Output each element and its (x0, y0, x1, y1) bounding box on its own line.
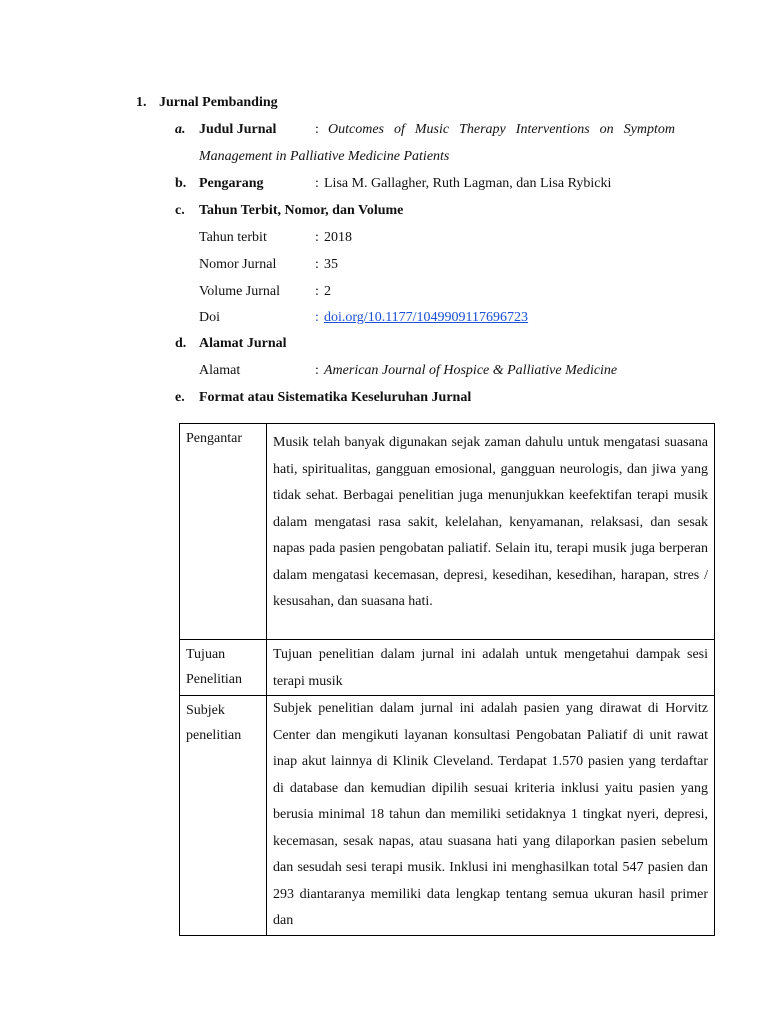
doi-separator: : (315, 310, 319, 325)
format-table (179, 423, 715, 936)
row-label-tujuan: Tujuan Penelitian (180, 640, 267, 696)
address-label: Alamat (199, 363, 241, 378)
row-label-subjek: Subjek penelitian (180, 696, 267, 936)
item-c-letter: c. (175, 203, 185, 218)
address-separator: : (315, 363, 319, 378)
item-e-label: Format atau Sistematika Keseluruhan Jurnal (199, 390, 472, 405)
row-text-tujuan: Tujuan penelitian dalam jurnal ini adalah untuk mengetahui dampak sesi terapi musik (267, 640, 715, 696)
volume-label: Volume Jurnal (199, 284, 281, 299)
table-row-subjek (180, 696, 715, 936)
year-separator: : (315, 230, 319, 245)
item-a-separator: : (315, 122, 319, 137)
volume-separator: : (315, 284, 319, 299)
number-value: 35 (324, 257, 338, 272)
item-b-separator: : (315, 176, 319, 191)
table-row-pengantar (180, 424, 715, 640)
journal-title-line1: Outcomes of Music Therapy Interventions on Symptom (328, 122, 675, 137)
row-text-subjek: Subjek penelitian dalam jurnal ini adalah pasien yang dirawat di Horvitz Center dan mengikuti layanan konsultasi Pengobatan Paliatif di unit rawat inap akut lainnya di Klinik Cleveland. Terdapat 1.570 pasien yang terdaftar di database dan kemudian dipilih sesuai kriteria inklusi yaitu pasien yang berusia minimal 18 tahun dan memiliki setidaknya 1 tingkat nyeri, depresi, kecemasan, sesak napas, atau suasana hati yang dilaporkan pasien sebelum dan sesudah sesi terapi musik. Inklusi ini menghasilkan total 547 pasien dan 293 diantaranya memiliki data lengkap tentang semua ukuran hasil primer dan (267, 696, 715, 936)
number-label: Nomor Jurnal (199, 257, 277, 272)
row-text-pengantar: Musik telah banyak digunakan sejak zaman dahulu untuk mengatasi suasana hati, spiritualitas, gangguan emosional, gangguan neurologis, dan jiwa yang tidak sehat. Berbagai penelitian juga menunjukkan keefektifan terapi musik dalam mengatasi rasa sakit, kelelahan, kenyamanan, relaksasi, dan sesak napas pada pasien pengobatan paliatif. Selain itu, terapi musik juga berperan dalam mengatasi kecemasan, depresi, kesedihan, kesedihan, harapan, stres / kesusahan, dan suasana hati. (267, 424, 715, 640)
year-value: 2018 (324, 230, 352, 245)
address-value: American Journal of Hospice & Palliative Medicine (324, 363, 618, 378)
row-label-pengantar: Pengantar (180, 424, 267, 640)
journal-title-line2: Management in Palliative Medicine Patients (199, 149, 450, 164)
volume-value: 2 (324, 284, 331, 299)
item-d-label: Alamat Jurnal (199, 336, 287, 351)
doi-link[interactable]: doi.org/10.1177/1049909117696723 (324, 310, 529, 325)
section-number: 1. (136, 95, 147, 110)
section-title: Jurnal Pembanding (159, 95, 278, 110)
item-b-label: Pengarang (199, 176, 264, 191)
number-separator: : (315, 257, 319, 272)
item-a-letter: a. (175, 122, 186, 137)
item-d-letter: d. (175, 336, 187, 351)
item-e-letter: e. (175, 390, 185, 405)
authors-value: Lisa M. Gallagher, Ruth Lagman, dan Lisa Rybicki (324, 176, 612, 191)
item-c-label: Tahun Terbit, Nomor, dan Volume (199, 203, 404, 218)
year-label: Tahun terbit (199, 230, 267, 245)
table-row-tujuan (180, 640, 715, 696)
doi-label: Doi (199, 310, 220, 325)
item-a-label: Judul Jurnal (199, 122, 277, 137)
item-b-letter: b. (175, 176, 187, 191)
